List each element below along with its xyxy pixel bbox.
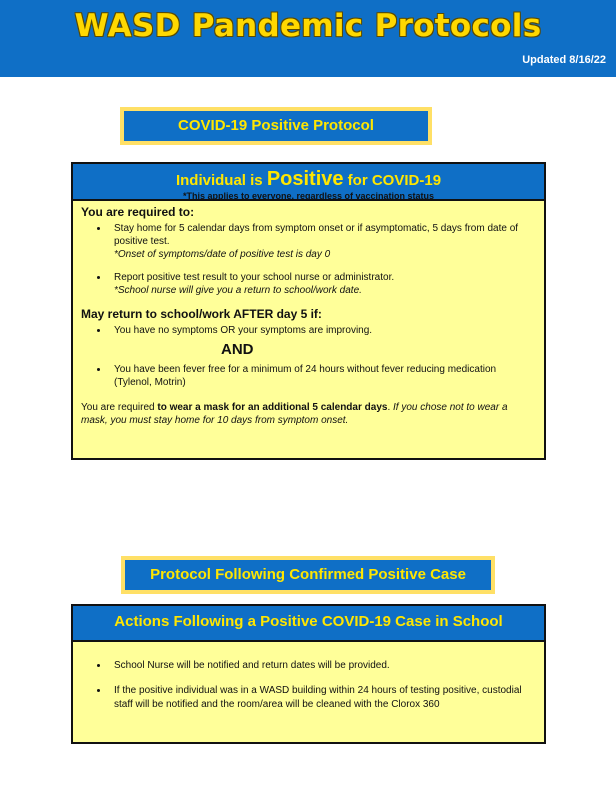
list-item	[109, 222, 536, 261]
positive-protocol-banner	[120, 107, 432, 145]
bullet-text: Stay home for 5 calendar days from symptom onset or if asymptomatic, 5 days from date of positive test.	[114, 223, 519, 247]
mask-text-bold: to wear a mask for an additional 5 calendar days	[157, 402, 388, 413]
mask-text-plain: You are required	[81, 402, 158, 413]
positive-protocol-banner-label: COVID-19 Positive Protocol	[178, 117, 374, 134]
required-heading: You are required to:	[81, 205, 195, 219]
positive-protocol-card	[71, 162, 546, 460]
mask-text-italic: If you chose not to wear a mask, you must stay home for 10 days from symptom onset.	[81, 402, 508, 426]
positive-card-heading	[73, 169, 544, 191]
heading-post: for COVID-19	[343, 172, 442, 189]
return-list	[81, 324, 536, 337]
required-list	[81, 222, 536, 297]
school-actions-card	[71, 604, 546, 744]
list-item: • If the positive individual was in a WASD building within 24 hours of testing positive, custodial staff will be notified and the room/area will be cleaned with the Clorox 360	[109, 683, 532, 712]
confirmed-case-banner	[121, 556, 495, 594]
confirmed-case-banner-label: Protocol Following Confirmed Positive Case	[150, 566, 466, 583]
mask-text-sep: .	[387, 402, 394, 413]
bullet-note: *Onset of symptoms/date of positive test is day 0	[114, 249, 331, 260]
list-item: • You have no symptoms OR your symptoms are improving.	[109, 324, 536, 337]
school-actions-list	[81, 658, 532, 712]
school-actions-body	[73, 642, 544, 726]
list-item: • You have been fever free for a minimum of 24 hours without fever reducing medication (Tylenol, Motrin)	[109, 363, 536, 389]
positive-card-body	[73, 201, 544, 433]
list-item: • School Nurse will be notified and return dates will be provided.	[109, 658, 532, 673]
page-title: WASD Pandemic Protocols	[74, 8, 542, 44]
school-actions-header: Actions Following a Positive COVID-19 Case in School	[73, 606, 544, 642]
and-label: AND	[221, 341, 254, 358]
header-bar	[0, 0, 616, 77]
vaccination-note: *This applies to everyone, regardless of vaccination status	[182, 191, 435, 201]
positive-card-header	[73, 164, 544, 201]
heading-pre: Individual is	[175, 172, 267, 189]
list-item	[109, 271, 536, 297]
bullet-text: Report positive test result to your school nurse or administrator.	[114, 272, 395, 283]
return-list-2	[81, 363, 536, 389]
updated-date: Updated 8/16/22	[522, 54, 606, 66]
mask-requirement	[81, 401, 536, 427]
return-heading: May return to school/work AFTER day 5 if:	[81, 307, 322, 321]
bullet-note: *School nurse will give you a return to school/work date.	[114, 285, 362, 296]
heading-positive: Positive	[266, 168, 344, 190]
